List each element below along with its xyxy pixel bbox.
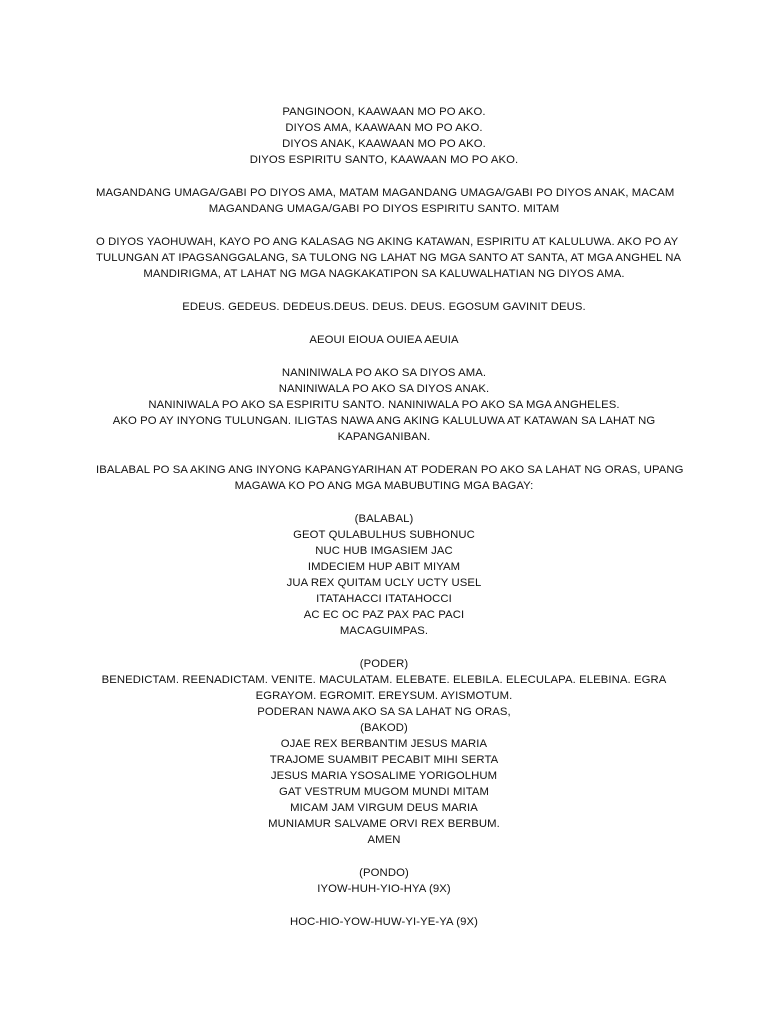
section-heading-bakod: (BAKOD) [360, 722, 408, 734]
text-line: NANINIWALA PO AKO SA ESPIRITU SANTO. NANINIWALA PO AKO SA MGA ANGHELES. [148, 399, 620, 411]
text-line: MAGANDANG UMAGA/GABI PO DIYOS AMA, MATAM MAGANDANG UMAGA/GABI PO DIYOS ANAK, MACAM [96, 187, 675, 199]
text-line: PODERAN NAWA AKO SA SA LAHAT NG ORAS, [257, 706, 511, 718]
text-line: AC EC OC PAZ PAX PAC PACI [303, 609, 465, 621]
text-line: BENEDICTAM. REENADICTAM. VENITE. MACULATAM. ELEBATE. ELEBILA. ELECULAPA. ELEBINA. EGRA [101, 674, 667, 686]
text-line: GAT VESTRUM MUGOM MUNDI MITAM [279, 786, 489, 798]
paragraph-greeting [96, 185, 675, 217]
text-line: OJAE REX BERBANTIM JESUS MARIA [280, 738, 488, 750]
paragraph-protection [96, 234, 682, 282]
paragraph-vowels [96, 332, 672, 348]
text-line: O DIYOS YAOHUWAH, KAYO PO ANG KALASAG NG AKING KATAWAN, ESPIRITU AT KALULUWA. AKO PO AY [96, 236, 679, 248]
text-line: IYOW-HUH-YIO-HYA (9X) [317, 883, 451, 895]
paragraph-edeus [96, 299, 672, 315]
text-line: IMDECIEM HUP ABIT MIYAM [307, 561, 461, 573]
text-line: MAGANDANG UMAGA/GABI PO DIYOS ESPIRITU SANTO. MITAM [208, 203, 560, 215]
prayer-text [96, 104, 684, 947]
section-heading-pondo: (PONDO) [359, 867, 409, 879]
text-line: DIYOS ESPIRITU SANTO, KAAWAAN MO PO AKO. [249, 154, 519, 166]
text-line: EGRAYOM. EGROMIT. EREYSUM. AYISMOTUM. [255, 690, 513, 702]
paragraph-balabal [96, 511, 672, 639]
text-line: PANGINOON, KAAWAAN MO PO AKO. [282, 106, 486, 118]
section-heading-poder: (PODER) [359, 658, 409, 670]
text-line: ITATAHACCI ITATAHOCCI [316, 593, 452, 605]
section-heading-balabal: (BALABAL) [354, 513, 414, 525]
text-line: AKO PO AY INYONG TULUNGAN. ILIGTAS NAWA ANG AKING KALULUWA AT KATAWAN SA LAHAT NG [112, 415, 656, 427]
text-line: MICAM JAM VIRGUM DEUS MARIA [290, 802, 478, 814]
text-line: MUNIAMUR SALVAME ORVI REX BERBUM. [268, 818, 500, 830]
text-line: TRAJOME SUAMBIT PECABIT MIHI SERTA [269, 754, 499, 766]
paragraph-hoc [96, 914, 672, 930]
text-line: AEOUI EIOUA OUIEA AEUIA [309, 334, 459, 346]
paragraph-pondo [96, 865, 672, 897]
paragraph-belief [96, 365, 672, 445]
paragraph-ibalabal [96, 462, 684, 494]
text-line: DIYOS AMA, KAAWAAN MO PO AKO. [285, 122, 483, 134]
text-line: GEOT QULABULHUS SUBHONUC [293, 529, 475, 541]
text-line: HOC-HIO-YOW-HUW-YI-YE-YA (9X) [289, 916, 479, 928]
text-line: MANDIRIGMA, AT LAHAT NG MGA NAGKAKATIPON SA KALUWALHATIAN NG DIYOS AMA. [143, 268, 625, 280]
text-line: IBALABAL PO SA AKING ANG INYONG KAPANGYARIHAN AT PODERAN PO AKO SA LAHAT NG ORAS, UPANG [96, 464, 684, 476]
paragraph-poder-bakod [96, 656, 672, 848]
text-line: TULUNGAN AT IPAGSANGGALANG, SA TULONG NG LAHAT NG MGA SANTO AT SANTA, AT MGA ANGHEL NA [96, 252, 682, 264]
text-line: EDEUS. GEDEUS. DEDEUS.DEUS. DEUS. DEUS. EGOSUM GAVINIT DEUS. [182, 301, 586, 313]
text-line: NUC HUB IMGASIEM JAC [315, 545, 453, 557]
text-line: AMEN [367, 834, 401, 846]
text-line: JUA REX QUITAM UCLY UCTY USEL [286, 577, 482, 589]
text-line: JESUS MARIA YSOSALIME YORIGOLHUM [270, 770, 498, 782]
text-line: KAPANGANIBAN. [337, 431, 431, 443]
text-line: NANINIWALA PO AKO SA DIYOS ANAK. [278, 383, 490, 395]
text-line: DIYOS ANAK, KAAWAAN MO PO AKO. [282, 138, 486, 150]
text-line: MAGAWA KO PO ANG MGA MABUBUTING MGA BAGAY: [234, 480, 534, 492]
text-line: NANINIWALA PO AKO SA DIYOS AMA. [281, 367, 487, 379]
paragraph-invocation [96, 104, 672, 168]
text-line: MACAGUIMPAS. [339, 625, 429, 637]
